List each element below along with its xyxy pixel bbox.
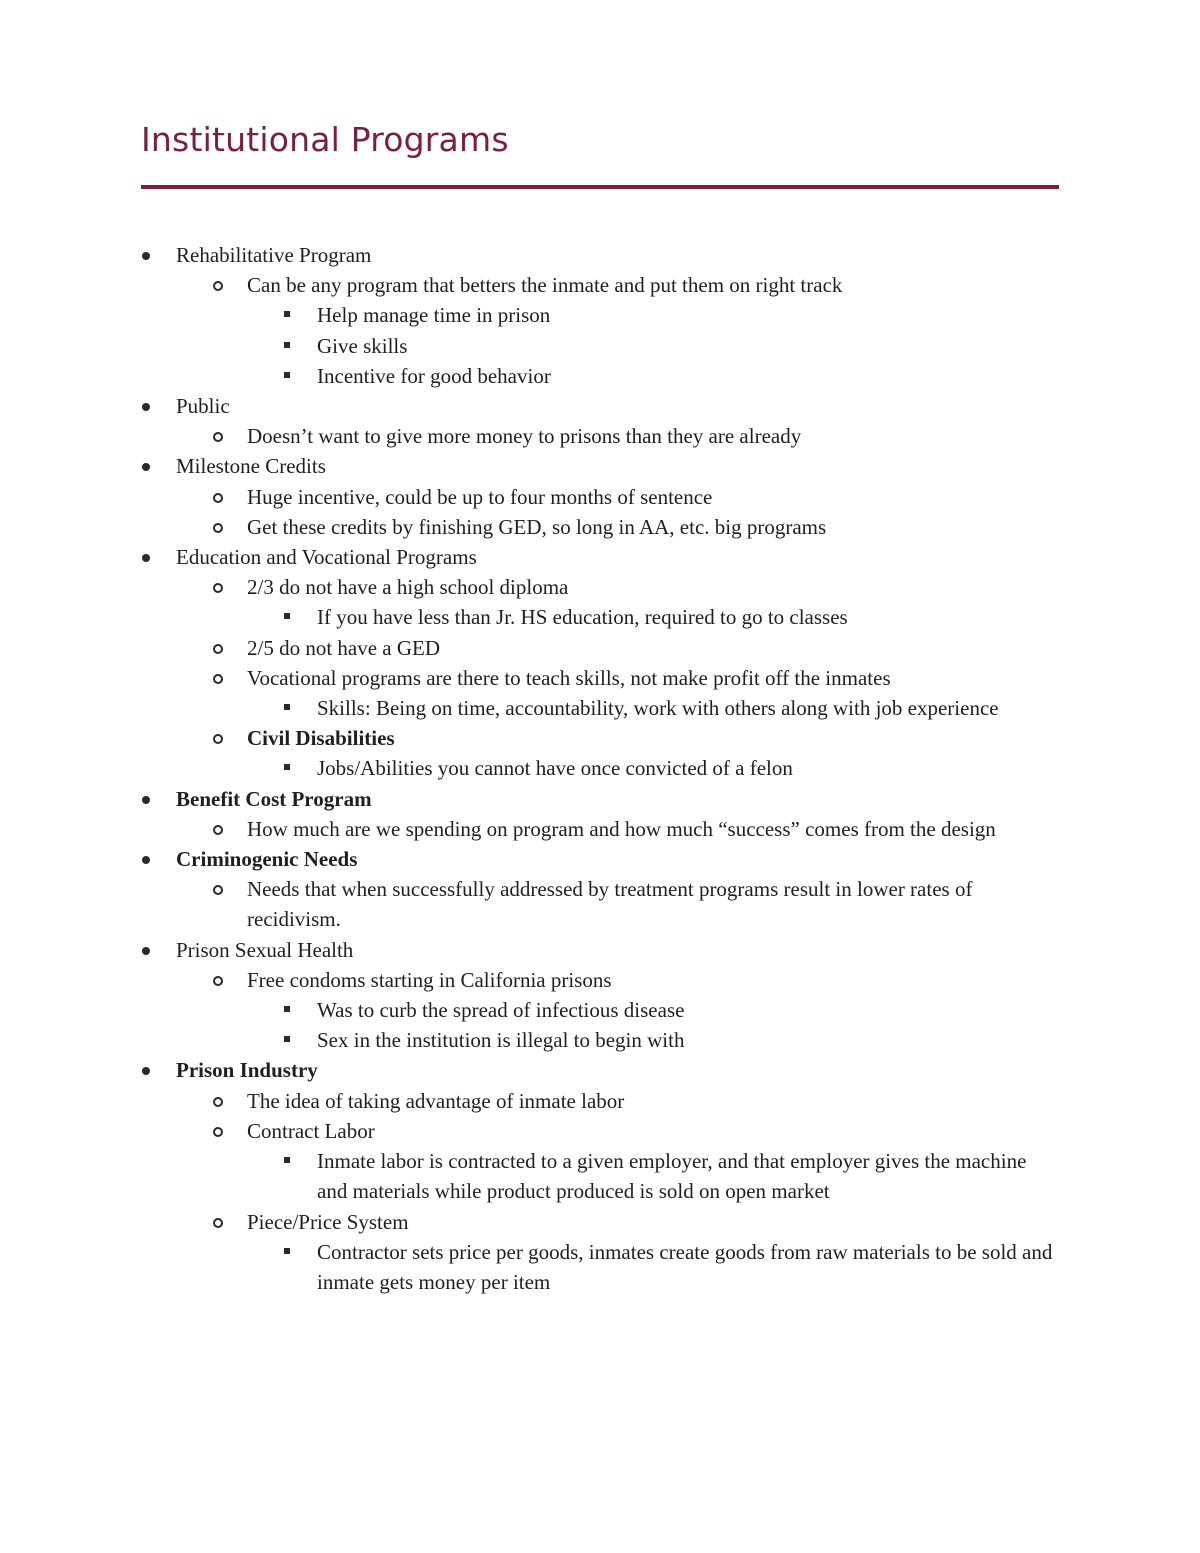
- outline-item-level-1: [0, 784, 1056, 814]
- outline-item-text: Civil Disabilities: [247, 726, 395, 751]
- outline-item-text: Huge incentive, could be up to four months of sentence: [247, 484, 713, 509]
- outline-item-level-3: [0, 753, 1059, 783]
- outline-item-text: Was to curb the spread of infectious disease: [317, 998, 685, 1023]
- outline-item-level-1: [0, 1055, 1056, 1085]
- square-bullet-icon: [284, 372, 290, 378]
- outline-item-text: If you have less than Jr. HS education, required to go to classes: [317, 605, 848, 630]
- filled-circle-bullet-icon: [142, 463, 150, 471]
- outline-item-level-3: [0, 1025, 1059, 1055]
- outline-item-level-2: [0, 814, 1057, 844]
- hollow-circle-bullet-icon: [213, 281, 223, 291]
- filled-circle-bullet-icon: [142, 1067, 150, 1075]
- outline-item-level-2: [0, 270, 1057, 300]
- outline-item-text: Public: [176, 394, 230, 419]
- hollow-circle-bullet-icon: [213, 583, 223, 593]
- outline-item-text: Contractor sets price per goods, inmates create goods from raw materials to be sold and inmate gets money per item: [317, 1239, 1053, 1294]
- outline-item-level-1: [0, 935, 1056, 965]
- outline-item-level-2: [0, 1086, 1057, 1116]
- outline-item-text: Give skills: [317, 333, 408, 358]
- outline-item-level-3: [0, 361, 1059, 391]
- outline-item-level-2: [0, 421, 1057, 451]
- title-underline-rule: [141, 185, 1059, 189]
- square-bullet-icon: [284, 1248, 290, 1254]
- hollow-circle-bullet-icon: [213, 493, 223, 503]
- square-bullet-icon: [284, 342, 290, 348]
- filled-circle-bullet-icon: [142, 252, 150, 260]
- square-bullet-icon: [284, 613, 290, 619]
- hollow-circle-bullet-icon: [213, 644, 223, 654]
- outline-item-text: Vocational programs are there to teach skills, not make profit off the inmates: [247, 665, 891, 690]
- outline-item-text: Can be any program that betters the inmate and put them on right track: [247, 273, 843, 298]
- filled-circle-bullet-icon: [142, 554, 150, 562]
- outline-item-text: Criminogenic Needs: [176, 847, 358, 872]
- outline-item-text: Doesn’t want to give more money to prisons than they are already: [247, 424, 802, 449]
- outline-item-level-2: [0, 572, 1057, 602]
- outline-item-level-2: [0, 512, 1057, 542]
- page-title: Institutional Programs: [141, 120, 509, 159]
- hollow-circle-bullet-icon: [213, 1127, 223, 1137]
- filled-circle-bullet-icon: [142, 856, 150, 864]
- square-bullet-icon: [284, 764, 290, 770]
- outline-item-level-1: [0, 542, 1056, 572]
- hollow-circle-bullet-icon: [213, 1097, 223, 1107]
- hollow-circle-bullet-icon: [213, 523, 223, 533]
- square-bullet-icon: [284, 1157, 290, 1163]
- outline-item-text: Inmate labor is contracted to a given employer, and that employer gives the machine and materials while product produced is sold on open market: [317, 1149, 1027, 1204]
- hollow-circle-bullet-icon: [213, 976, 223, 986]
- outline-item-level-2: [0, 965, 1057, 995]
- outline-item-text: Piece/Price System: [247, 1209, 409, 1234]
- outline-item-level-3: [0, 1237, 1059, 1297]
- square-bullet-icon: [284, 704, 290, 710]
- square-bullet-icon: [284, 1036, 290, 1042]
- outline-item-level-2: [0, 1207, 1057, 1237]
- outline-item-text: Prison Sexual Health: [176, 937, 354, 962]
- hollow-circle-bullet-icon: [213, 674, 223, 684]
- filled-circle-bullet-icon: [142, 796, 150, 804]
- outline-item-text: Prison Industry: [176, 1058, 318, 1083]
- outline-item-text: Sex in the institution is illegal to begin with: [317, 1028, 685, 1053]
- outline-item-text: Contract Labor: [247, 1118, 375, 1143]
- outline-item-level-2: [0, 482, 1057, 512]
- outline-item-level-1: [0, 844, 1056, 874]
- outline-item-text: Free condoms starting in California prisons: [247, 967, 612, 992]
- hollow-circle-bullet-icon: [213, 1218, 223, 1228]
- outline-item-text: The idea of taking advantage of inmate labor: [247, 1088, 625, 1113]
- outline-item-text: 2/3 do not have a high school diploma: [247, 575, 569, 600]
- outline-item-level-1: [0, 240, 1056, 270]
- square-bullet-icon: [284, 1006, 290, 1012]
- outline-item-level-3: [0, 602, 1059, 632]
- hollow-circle-bullet-icon: [213, 734, 223, 744]
- outline-item-level-1: [0, 451, 1056, 481]
- hollow-circle-bullet-icon: [213, 885, 223, 895]
- outline-item-level-2: [0, 874, 1057, 934]
- filled-circle-bullet-icon: [142, 403, 150, 411]
- outline-item-level-3: [0, 331, 1059, 361]
- hollow-circle-bullet-icon: [213, 432, 223, 442]
- outline-item-text: Get these credits by finishing GED, so long in AA, etc. big programs: [247, 514, 827, 539]
- hollow-circle-bullet-icon: [213, 825, 223, 835]
- outline-item-text: Needs that when successfully addressed by treatment programs result in lower rates of recidivism.: [247, 877, 973, 932]
- outline-item-level-3: [0, 300, 1059, 330]
- outline-item-level-2: [0, 663, 1057, 693]
- outline-item-text: Education and Vocational Programs: [176, 545, 477, 570]
- outline-item-text: Rehabilitative Program: [176, 243, 372, 267]
- outline-item-text: How much are we spending on program and how much “success” comes from the design: [247, 816, 996, 841]
- notes-outline: [0, 240, 1200, 1297]
- outline-item-level-3: [0, 1146, 1059, 1206]
- outline-item-level-3: [0, 693, 1059, 723]
- outline-item-level-2: [0, 1116, 1057, 1146]
- filled-circle-bullet-icon: [142, 947, 150, 955]
- outline-item-level-2: [0, 723, 1057, 753]
- outline-item-text: Milestone Credits: [176, 454, 326, 479]
- outline-item-level-2: [0, 633, 1057, 663]
- outline-item-text: Jobs/Abilities you cannot have once convicted of a felon: [317, 756, 793, 781]
- square-bullet-icon: [284, 311, 290, 317]
- outline-item-text: Skills: Being on time, accountability, work with others along with job experience: [317, 696, 999, 721]
- outline-item-text: Benefit Cost Program: [176, 786, 372, 811]
- outline-item-level-1: [0, 391, 1056, 421]
- outline-item-text: Incentive for good behavior: [317, 363, 551, 388]
- outline-item-text: 2/5 do not have a GED: [247, 635, 441, 660]
- outline-item-level-3: [0, 995, 1059, 1025]
- outline-item-text: Help manage time in prison: [317, 303, 551, 328]
